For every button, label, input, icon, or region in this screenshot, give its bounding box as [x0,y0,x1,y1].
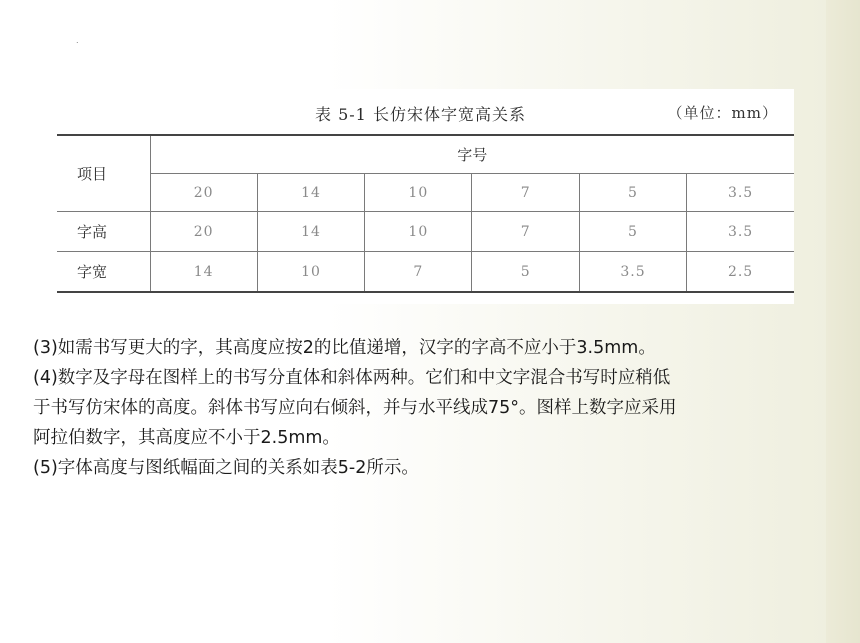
table-cell: 20 [150,212,257,252]
table-cell: 14 [150,252,257,293]
paragraph-4-line-1: (4)数字及字母在图样上的书写分直体和斜体两种。它们和中文字混合书写时应稍低 [33,368,671,388]
table-title: 表 5-1 长仿宋体字宽高关系 [315,105,526,124]
paragraph-4-line-3: 阿拉伯数字，其高度应不小于2.5mm。 [33,428,340,448]
group-header-cell: 字号 [150,135,794,174]
body-text [33,333,833,483]
row-header-cell: 项目 [57,135,150,212]
table-row [57,212,794,252]
table-cell: 3.5 [579,252,686,293]
table-5-1-image [57,89,794,304]
paragraph-5: (5)字体高度与图纸幅面之间的关系如表5-2所示。 [33,458,419,478]
row-label-height: 字高 [57,212,150,252]
corner-mark: . [76,36,79,45]
table-cell: 10 [365,212,472,252]
table-cell: 5 [579,212,686,252]
size-cell: 5 [579,174,686,212]
table-caption [57,97,794,127]
row-label-width: 字宽 [57,252,150,293]
table-size-row [57,174,794,212]
table-cell: 2.5 [687,252,794,293]
size-cell: 10 [365,174,472,212]
table-cell: 3.5 [687,212,794,252]
table-cell: 7 [365,252,472,293]
size-cell: 7 [472,174,579,212]
table-cell: 5 [472,252,579,293]
size-cell: 3.5 [687,174,794,212]
table-row [57,252,794,293]
size-cell: 20 [150,174,257,212]
table-cell: 14 [257,212,364,252]
char-size-table [57,134,794,293]
decorative-side-band [826,0,860,643]
table-cell: 10 [257,252,364,293]
paragraph-3: (3)如需书写更大的字，其高度应按2的比值递增，汉字的字高不应小于3.5mm。 [33,338,656,358]
size-cell: 14 [257,174,364,212]
table-cell: 7 [472,212,579,252]
paragraph-4-line-2: 于书写仿宋体的高度。斜体书写应向右倾斜，并与水平线成75°。图样上数字应采用 [33,398,677,418]
table-unit: （单位：mm） [667,104,778,122]
table-header-row [57,135,794,174]
